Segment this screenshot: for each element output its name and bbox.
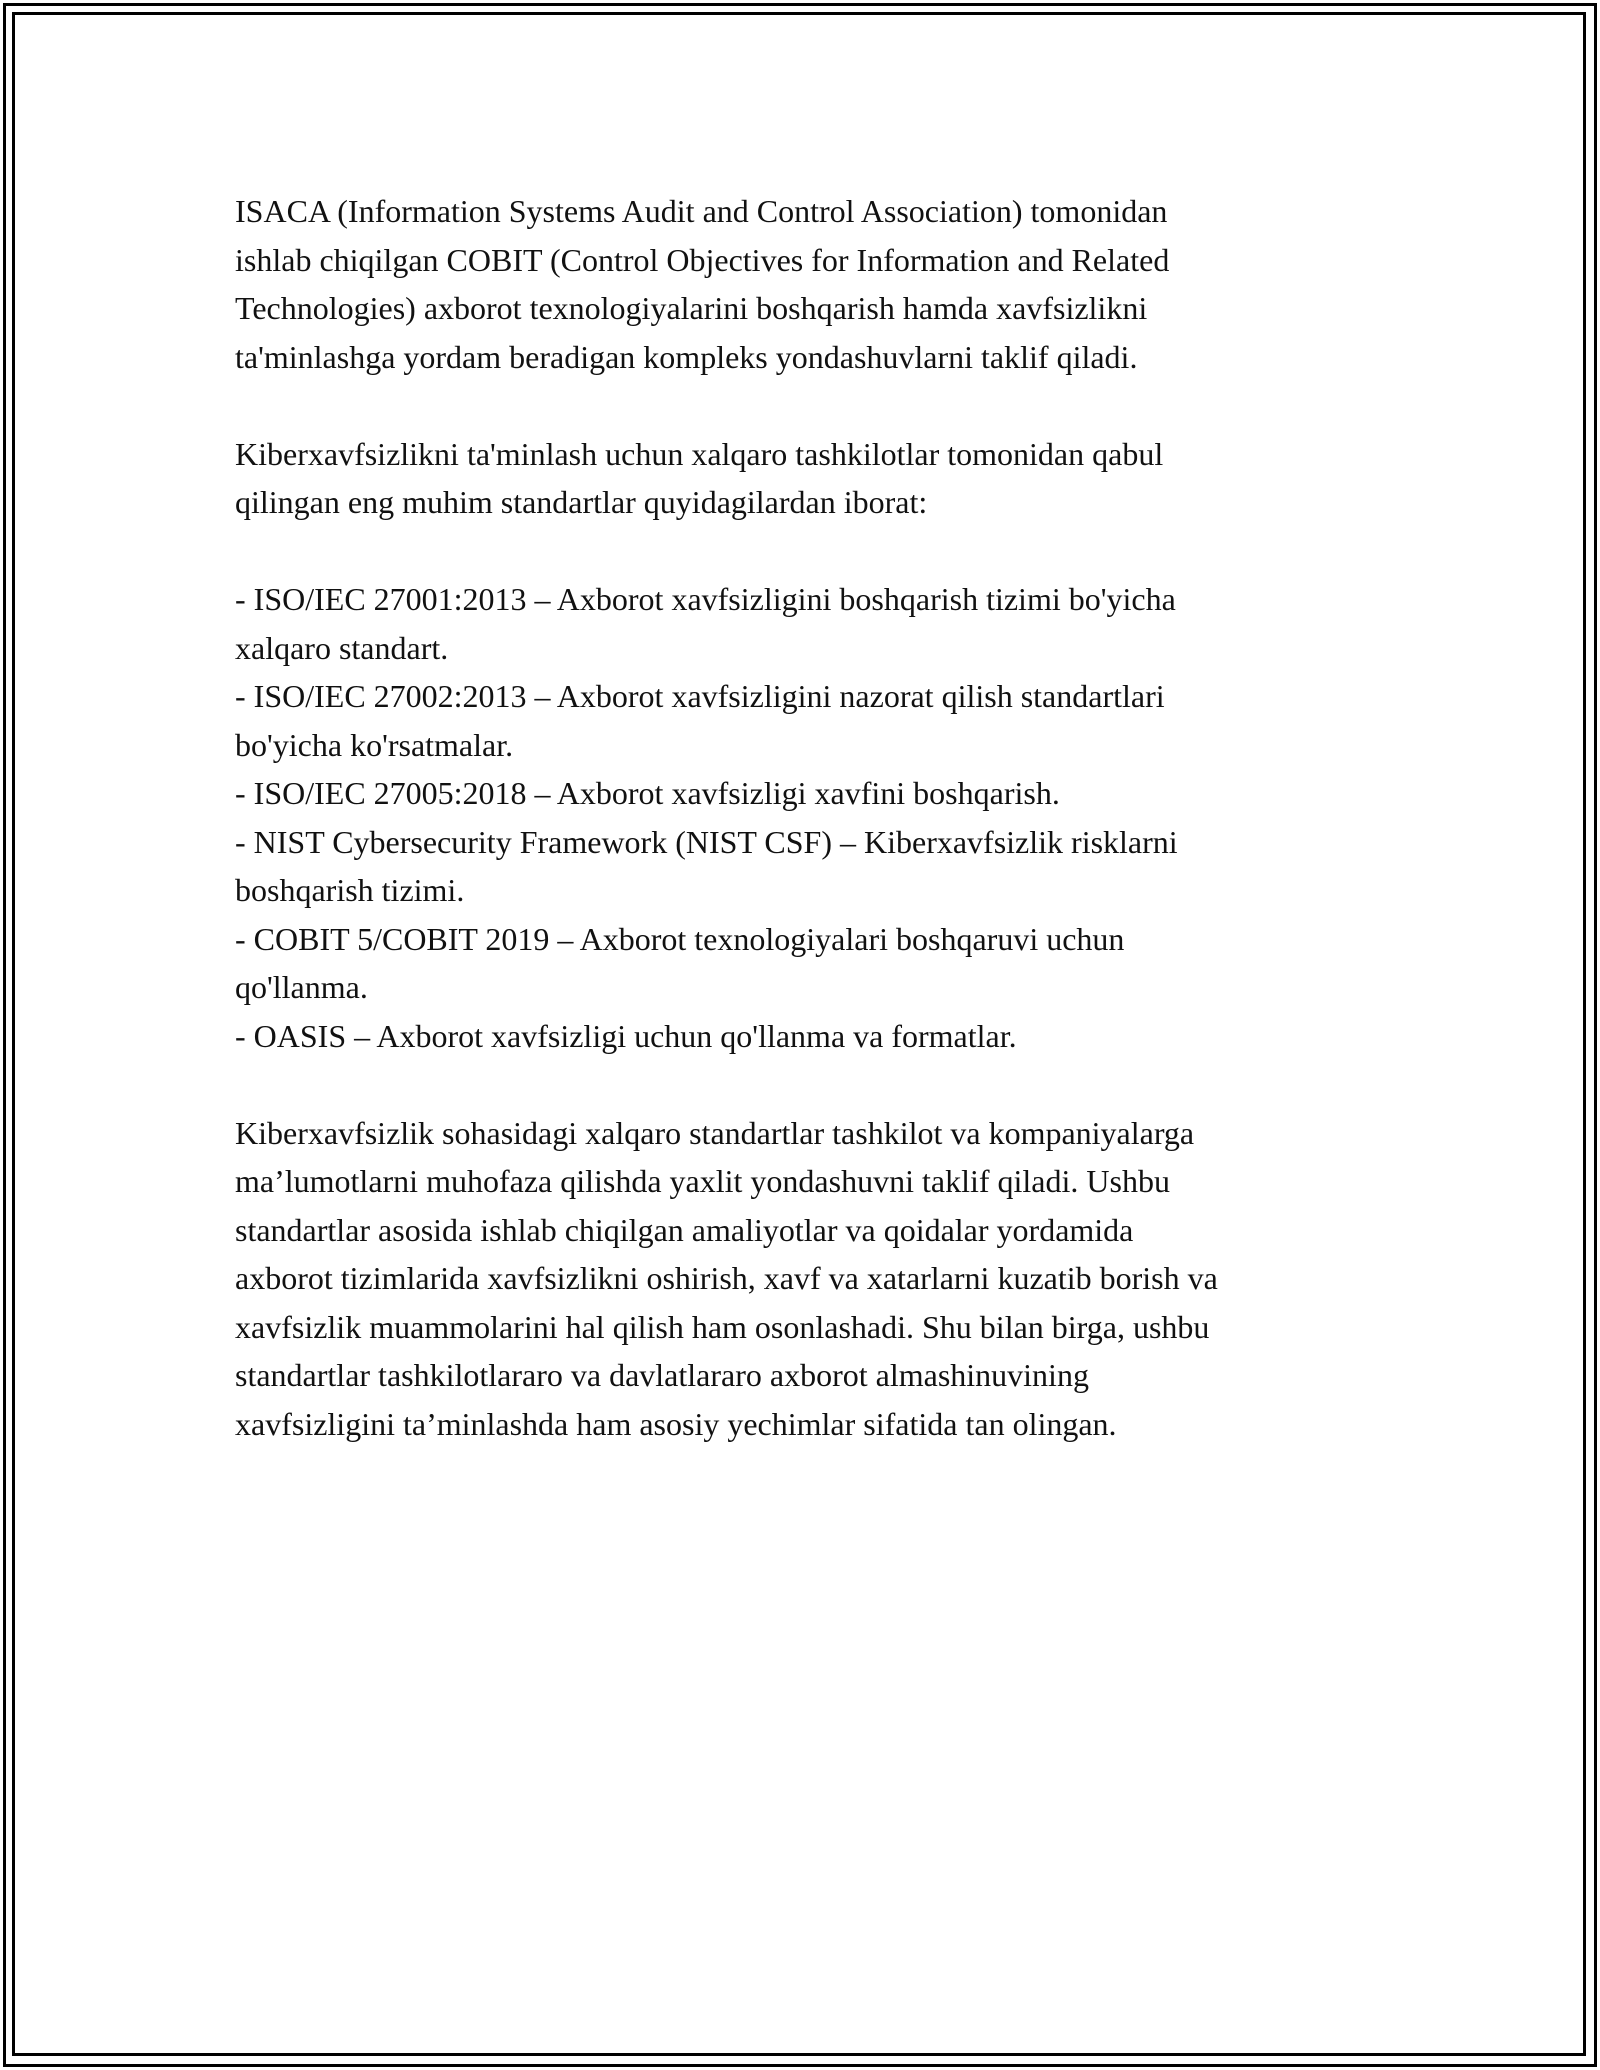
- list-item: - ISO/IEC 27002:2013 – Axborot xavfsizligini nazorat qilish standartlari: [235, 678, 1165, 714]
- text-line: ishlab chiqilgan COBIT (Control Objectives for Information and Related: [235, 241, 1170, 278]
- list-item-continuation: bo'yicha ko'rsatmalar.: [235, 726, 514, 763]
- intro-paragraph: [235, 187, 1375, 381]
- list-item: - COBIT 5/COBIT 2019 – Axborot texnologiyalari boshqaruvi uchun: [235, 920, 1125, 957]
- paragraph-gap: [235, 1060, 1375, 1109]
- text-line: xavfsizlik muammolarini hal qilish ham osonlashadi. Shu bilan birga, ushbu: [235, 1308, 1210, 1345]
- list-item-continuation: boshqarish tizimi.: [235, 872, 465, 908]
- list-item: - ISO/IEC 27005:2018 – Axborot xavfsizligi xavfini boshqarish.: [235, 775, 1060, 811]
- text-line: ISACA (Information Systems Audit and Control Association) tomonidan: [235, 193, 1168, 229]
- list-item-continuation: qo'llanma.: [235, 969, 368, 1005]
- list-item: - OASIS – Axborot xavfsizligi uchun qo'llanma va formatlar.: [235, 1017, 1017, 1054]
- text-line: qilingan eng muhim standartlar quyidagilardan iborat:: [235, 484, 928, 520]
- list-item: - NIST Cybersecurity Framework (NIST CSF) – Kiberxavfsizlik risklarni: [235, 823, 1178, 860]
- text-line: Technologies) axborot texnologiyalarini boshqarish hamda xavfsizlikni: [235, 290, 1148, 326]
- text-line: Kiberxavfsizlik sohasidagi xalqaro standartlar tashkilot va kompaniyalarga: [235, 1114, 1195, 1151]
- text-line: xavfsizligini ta’minlashda ham asosiy yechimlar sifatida tan olingan.: [235, 1405, 1117, 1442]
- text-line: Kiberxavfsizlikni ta'minlash uchun xalqaro tashkilotlar tomonidan qabul: [235, 435, 1164, 472]
- text-line: ta'minlashga yordam beradigan kompleks yondashuvlarni taklif qiladi.: [235, 338, 1138, 375]
- document-body: [235, 187, 1375, 1448]
- list-item-continuation: xalqaro standart.: [235, 629, 449, 666]
- paragraph-gap: [235, 381, 1375, 430]
- conclusion-paragraph: [235, 1109, 1375, 1449]
- text-line: standartlar asosida ishlab chiqilgan amaliyotlar va qoidalar yordamida: [235, 1211, 1134, 1248]
- standards-intro-paragraph: [235, 430, 1375, 527]
- list-item: - ISO/IEC 27001:2013 – Axborot xavfsizligini boshqarish tizimi bo'yicha: [235, 581, 1176, 617]
- paragraph-gap: [235, 527, 1375, 576]
- text-line: axborot tizimlarida xavfsizlikni oshirish, xavf va xatarlarni kuzatib borish va: [235, 1260, 1218, 1296]
- text-line: ma’lumotlarni muhofaza qilishda yaxlit yondashuvni taklif qiladi. Ushbu: [235, 1163, 1170, 1199]
- text-line: standartlar tashkilotlararo va davlatlararo axborot almashinuvining: [235, 1357, 1089, 1393]
- standards-list: [235, 575, 1375, 1060]
